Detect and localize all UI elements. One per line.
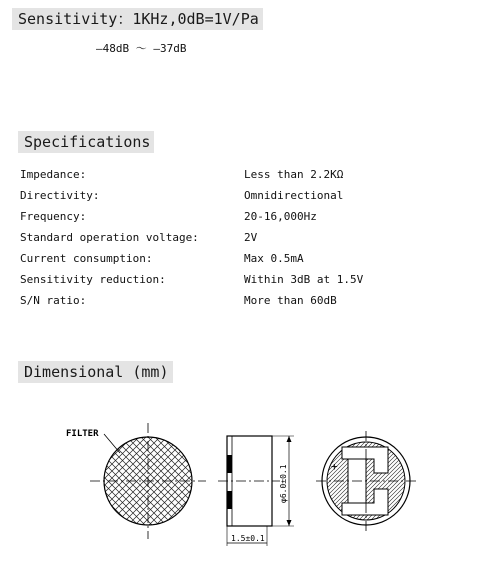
plus-mark: + [331, 460, 338, 473]
back-view [316, 431, 416, 531]
spec-label: Current consumption: [20, 252, 153, 265]
spec-row-directivity [20, 186, 480, 206]
spec-row-current [20, 249, 480, 269]
spec-value: 2V [244, 231, 258, 244]
spec-label: Directivity: [20, 189, 100, 202]
sensitivity-heading: Sensitivity：1KHz,0dB=1V/Pa [12, 8, 263, 30]
dimension-drawing [0, 415, 493, 565]
spec-row-sensitivity-reduction [20, 270, 480, 290]
spec-label: S/N ratio: [20, 294, 87, 307]
spec-row-impedance [20, 165, 480, 185]
spec-row-frequency [20, 207, 480, 227]
spec-label: Standard operation voltage: [20, 231, 199, 244]
diameter-label: φ6.0±0.1 [279, 464, 288, 503]
spec-label: Impedance: [20, 168, 87, 181]
specifications-heading: Specifications [18, 131, 154, 153]
spec-row-sn-ratio [20, 291, 480, 311]
spec-row-voltage [20, 228, 480, 248]
filter-label: FILTER [66, 429, 99, 439]
dimensional-heading: Dimensional (mm) [18, 361, 173, 383]
spec-value: Max 0.5mA [244, 252, 304, 265]
terminal-top [227, 455, 232, 473]
spec-value: Less than 2.2KΩ [244, 168, 344, 181]
sensitivity-range: —48dB ～ —37dB [96, 42, 187, 55]
spec-label: Frequency: [20, 210, 87, 223]
filter-leader [104, 434, 120, 453]
spec-value: Omnidirectional [244, 189, 344, 202]
front-view [66, 423, 206, 539]
terminal-bottom [227, 491, 232, 509]
spec-label: Sensitivity reduction: [20, 273, 166, 286]
spec-value: More than 60dB [244, 294, 337, 307]
side-view [218, 436, 294, 546]
height-label: 1.5±0.1 [231, 534, 265, 543]
spec-value: Within 3dB at 1.5V [244, 273, 364, 286]
spec-value: 20-16,000Hz [244, 210, 317, 223]
